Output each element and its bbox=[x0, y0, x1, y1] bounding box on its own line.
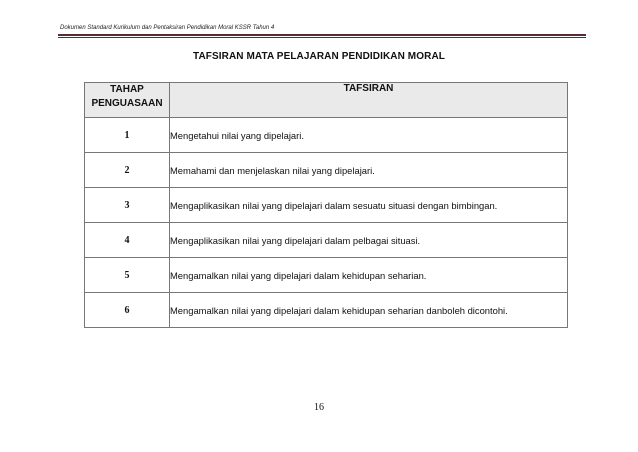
document-header: Dokumen Standard Kurikulum dan Pentaksiran Pendidikan Moral KSSR Tahun 4 bbox=[60, 25, 275, 31]
page-title-text: TAFSIRAN MATA PELAJARAN PENDIDIKAN MORAL bbox=[193, 51, 445, 62]
page-number: 16 bbox=[314, 402, 324, 413]
level-cell: 4 bbox=[85, 223, 170, 258]
header-rule-thick bbox=[58, 34, 586, 36]
description-cell: Mengamalkan nilai yang dipelajari dalam kehidupan seharian. bbox=[170, 258, 568, 293]
table-row bbox=[85, 118, 568, 153]
table-row bbox=[85, 293, 568, 328]
description-cell: Memahami dan menjelaskan nilai yang dipelajari. bbox=[170, 153, 568, 188]
page-title bbox=[0, 51, 638, 62]
level-cell: 3 bbox=[85, 188, 170, 223]
header-tahap-line1: TAHAP bbox=[110, 84, 144, 95]
header-tahap-penguasaan bbox=[85, 83, 170, 118]
header-rule-thin bbox=[58, 37, 586, 38]
table-header-row bbox=[85, 83, 568, 118]
description-cell: Mengetahui nilai yang dipelajari. bbox=[170, 118, 568, 153]
table-row bbox=[85, 188, 568, 223]
table-row bbox=[85, 258, 568, 293]
header-tafsiran: TAFSIRAN bbox=[170, 83, 568, 118]
description-cell: Mengamalkan nilai yang dipelajari dalam kehidupan seharian danboleh dicontohi. bbox=[170, 293, 568, 328]
header-tahap-line2: PENGUASAAN bbox=[91, 98, 163, 109]
description-cell: Mengaplikasikan nilai yang dipelajari dalam sesuatu situasi dengan bimbingan. bbox=[170, 188, 568, 223]
description-cell: Mengaplikasikan nilai yang dipelajari dalam pelbagai situasi. bbox=[170, 223, 568, 258]
level-cell: 1 bbox=[85, 118, 170, 153]
table-row bbox=[85, 223, 568, 258]
level-cell: 5 bbox=[85, 258, 170, 293]
level-cell: 6 bbox=[85, 293, 170, 328]
tafsiran-table bbox=[84, 82, 568, 328]
table-row bbox=[85, 153, 568, 188]
level-cell: 2 bbox=[85, 153, 170, 188]
